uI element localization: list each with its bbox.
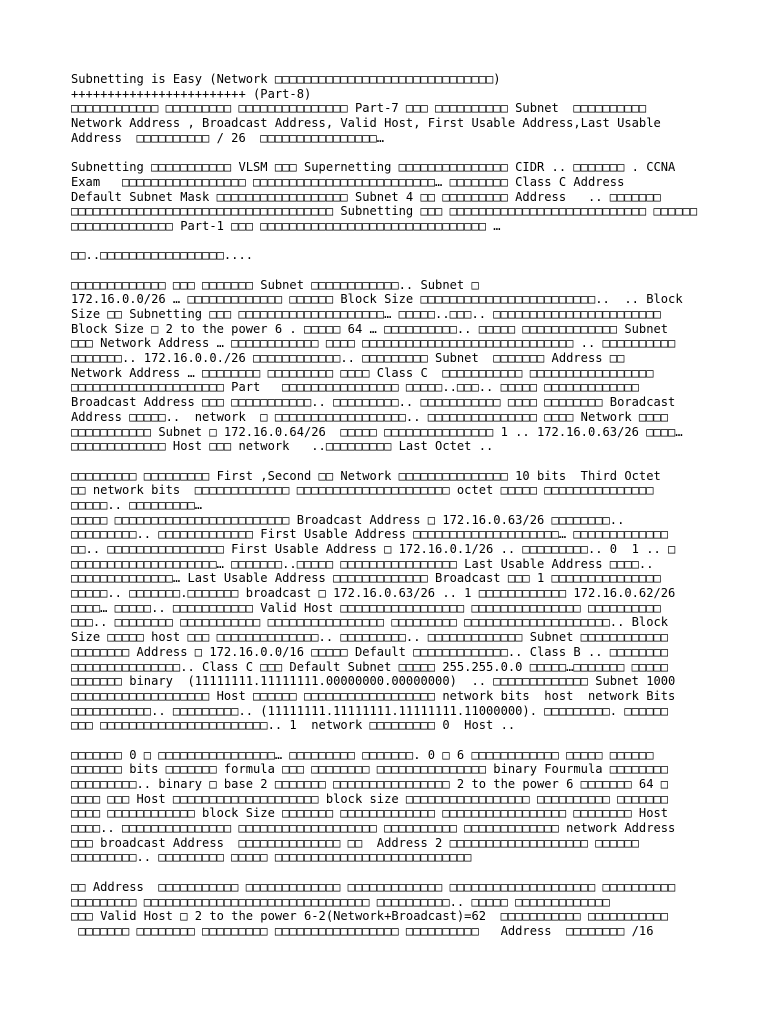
text-line: □□□□□□□ binary (11111111.11111111.00000000.00000000) .. □□□□□□□□□□□□□ Subnet 1000 bbox=[71, 674, 676, 689]
text-line: □□□□□□□□□□□.. □□□□□□□□□.. (11111111.11111111.11111111.11000000). □□□□□□□□□. □□□□□□ bbox=[71, 703, 669, 718]
text-line: Broadcast Address □□□ □□□□□□□□□□□.. □□□□□□□□□.. □□□□□□□□□□□ □□□□ □□□□□□□□ Boradcast bbox=[71, 395, 676, 410]
text-line: Exam □□□□□□□□□□□□□□□□□ □□□□□□□□□□□□□□□□□□□□□□□□□… □□□□□□□□ Class C Address bbox=[71, 174, 625, 189]
text-line: □□□□□.. □□□□□□□□□… bbox=[71, 497, 203, 512]
paragraph bbox=[71, 248, 711, 263]
text-line: Address □□□□□□□□□□ / 26 □□□□□□□□□□□□□□□□… bbox=[71, 130, 385, 145]
text-line: Network Address … □□□□□□□□ □□□□□□□□□ □□□□ Class C □□□□□□□□□□□ □□□□□□□□□□□□□□□□□ bbox=[71, 365, 654, 380]
text-line: □□□ broadcast Address □□□□□□□□□□□□□□ □□ Address 2 □□□□□□□□□□□□□□□□□□□ □□□□□□ bbox=[71, 835, 639, 850]
text-line: □□□□ □□□□□□□□□□□□ block Size □□□□□□□ □□□□□□□□□□□□□ □□□□□□□□□□□□□□□□□ □□□□□□□□ Host bbox=[71, 806, 669, 821]
text-line: Block Size □ 2 to the power 6 . □□□□□ 64 … □□□□□□□□□□.. □□□□□ □□□□□□□□□□□□□ Subnet bbox=[71, 321, 669, 336]
text-line: □□□□□□□□□□□□□□□□□□□□□□□□□□□□□□□□□□□□ Subnetting □□□ □□□□□□□□□□□□□□□□□□□□□□□□□□□ □□□□□□ bbox=[71, 204, 698, 219]
text-line: □□□□□ □□□□□□□□□□□□□□□□□□□□□□□□ Broadcast Address □ 172.16.0.63/26 □□□□□□□□.. bbox=[71, 512, 625, 527]
text-line: □□□□□□□□ Address □ 172.16.0.0/16 □□□□□ Default □□□□□□□□□□□□□.. Class B .. □□□□□□□□ bbox=[71, 644, 669, 659]
text-line: □□□□□□□□□ □□□□□□□□□ First ,Second □□ Network □□□□□□□□□□□□□□□ 10 bits Third Octet bbox=[71, 468, 661, 483]
text-line: □□□□□□□□□.. □□□□□□□□□ □□□□□ □□□□□□□□□□□□□□□□□□□□□□□□□□□ bbox=[71, 850, 472, 865]
text-line: □□□□□□□ □□□□□□□□ □□□□□□□□□ □□□□□□□□□□□□□□□□□ □□□□□□□□□□ Address □□□□□□□□ /16 bbox=[71, 923, 654, 938]
text-line: Address □□□□□.. network □ □□□□□□□□□□□□□□□□□□.. □□□□□□□□□□□□□□□ □□□□ Network □□□□ bbox=[71, 409, 669, 424]
text-line: Size □□ Subnetting □□□ □□□□□□□□□□□□□□□□□□□□… □□□□□..□□□.. □□□□□□□□□□□□□□□□□□□□□□□ bbox=[71, 307, 661, 321]
text-line: □□□□□□□□□□□□□□□□□□□□□ Part □□□□□□□□□□□□□□□□ □□□□□..□□□.. □□□□□ □□□□□□□□□□□□□ bbox=[71, 380, 639, 395]
text-line: Size □□□□□ host □□□ □□□□□□□□□□□□□□.. □□□□□□□□□.. □□□□□□□□□□□□□ Subnet □□□□□□□□□□□□ bbox=[71, 630, 669, 645]
document-page bbox=[71, 72, 711, 953]
text-line: □□□□□□□□□□□□□□ Part-1 □□□ □□□□□□□□□□□□□□□□□□□□□□□□□□□□□□□ … bbox=[71, 218, 501, 233]
text-line: □□□ Valid Host □ 2 to the power 6-2(Network+Broadcast)=62 □□□□□□□□□□□ □□□□□□□□□□□ bbox=[71, 909, 669, 924]
text-line: □□..□□□□□□□□□□□□□□□□□.... bbox=[71, 248, 254, 263]
text-line: □□□□□□□ bits □□□□□□□ formula □□□ □□□□□□□□ □□□□□□□□□□□□□□□ binary Fourmula □□□□□□□□ bbox=[71, 762, 669, 777]
text-line: □□□□□□□□□ □□□□□□□□□□□□□□□□□□□□□□□□□□□□□□□ □□□□□□□□□□.. □□□□□ □□□□□□□□□□□□□ bbox=[71, 894, 610, 909]
text-line: □□□□□□□ 0 □ □□□□□□□□□□□□□□□□… □□□□□□□□□ □□□□□□□. 0 □ 6 □□□□□□□□□□□□ □□□□□ □□□□□□ bbox=[71, 747, 654, 762]
text-line: □□□□□□□□□□□□□ Host □□□ network ..□□□□□□□□□ Last Octet .. bbox=[71, 439, 494, 454]
text-line: □□□□□.. □□□□□□□.□□□□□□□ broadcast □ 172.16.0.63/26 .. 1 □□□□□□□□□□□□ 172.16.0.62/26 bbox=[71, 586, 676, 601]
text-line: □□□ Network Address … □□□□□□□□□□□□ □□□□ □□□□□□□□□□□□□□□□□□□□□□□□□□□□□ .. □□□□□□□□□□ bbox=[71, 336, 676, 351]
text-line: 172.16.0.0/26 … □□□□□□□□□□□□□ □□□□□□ Block Size □□□□□□□□□□□□□□□□□□□□□□□□.. .. Block bbox=[71, 292, 683, 307]
text-line: □□□□ □□□ Host □□□□□□□□□□□□□□□□□□□□ block size □□□□□□□□□□□□□□□□□ □□□□□□□□□□ □□□□□□□ bbox=[71, 791, 669, 806]
text-line: □□□□… □□□□□.. □□□□□□□□□□□ Valid Host □□□□□□□□□□□□□□□□□ □□□□□□□□□□□□□□□ □□□□□□□□□□ bbox=[71, 600, 661, 615]
text-line: □□.. □□□□□□□□□□□□□□□□ First Usable Address □ 172.16.0.1/26 .. □□□□□□□□□.. 0 1 .. □ bbox=[71, 542, 676, 556]
text-line: □□□□□□□□□□□□□□□□□□□□… □□□□□□□..□□□□□ □□□□□□□□□□□□□□□□ Last Usable Address □□□□.. bbox=[71, 556, 654, 571]
paragraph bbox=[71, 748, 711, 866]
text-line: □□□□□□□□□□□□ □□□□□□□□□ □□□□□□□□□□□□□□□ Part-7 □□□ □□□□□□□□□□ Subnet □□□□□□□□□□ bbox=[71, 101, 647, 116]
text-line: □□□□□□□□□.. binary □ base 2 □□□□□□□ □□□□□□□□□□□□□□□□ 2 to the power 6 □□□□□□□ 64 □ bbox=[71, 777, 669, 791]
text-line: □□□□.. □□□□□□□□□□□□□□□ □□□□□□□□□□□□□□□□□□□ □□□□□□□□□□ □□□□□□□□□□□□□ network Address bbox=[71, 821, 676, 836]
text-line: □□□□□□□□□.. □□□□□□□□□□□□□ First Usable Address □□□□□□□□□□□□□□□□□□□□… □□□□□□□□□□□□□ bbox=[71, 527, 669, 542]
paragraph bbox=[71, 160, 711, 233]
paragraph bbox=[71, 469, 711, 733]
text-line: □□□□□□□□□□□ Subnet □ 172.16.0.64/26 □□□□□ □□□□□□□□□□□□□□□ 1 .. 172.16.0.63/26 □□□□… bbox=[71, 424, 683, 439]
text-line: ++++++++++++++++++++++++ (Part-8) bbox=[71, 86, 312, 101]
text-line: □□□□□□□□□□□□□ □□□ □□□□□□□ Subnet □□□□□□□□□□□□.. Subnet □ bbox=[71, 277, 479, 292]
text-line: □□□□□□□.. 172.16.0.0./26 □□□□□□□□□□□□.. □□□□□□□□□ Subnet □□□□□□□ Address □□ bbox=[71, 351, 625, 366]
text-line: □□ network bits □□□□□□□□□□□□□ □□□□□□□□□□□□□□□□□□□□□ octet □□□□□ □□□□□□□□□□□□□□□ bbox=[71, 483, 654, 498]
text-line: □□□□□□□□□□□□□□□.. Class C □□□ Default Subnet □□□□□ 255.255.0.0 □□□□□…□□□□□□□ □□□□□ bbox=[71, 659, 669, 674]
text-line: Network Address , Broadcast Address, Valid Host, First Usable Address,Last Usable bbox=[71, 116, 661, 131]
text-line: □□ Address □□□□□□□□□□□ □□□□□□□□□□□□□ □□□□□□□□□□□□□ □□□□□□□□□□□□□□□□□□□□ □□□□□□□□□□ bbox=[71, 879, 676, 894]
paragraph bbox=[71, 278, 711, 454]
text-line: Default Subnet Mask □□□□□□□□□□□□□□□□□□ Subnet 4 □□ □□□□□□□□□ Address .. □□□□□□□ bbox=[71, 189, 661, 204]
paragraph bbox=[71, 880, 711, 939]
text-line: □□□.. □□□□□□□□ □□□□□□□□□□□ □□□□□□□□□□□□□□□□ □□□□□□□□□ □□□□□□□□□□□□□□□□□□□□.. Block bbox=[71, 615, 669, 630]
paragraph bbox=[71, 72, 711, 145]
text-line: Subnetting □□□□□□□□□□□ VLSM □□□ Supernetting □□□□□□□□□□□□□□□ CIDR .. □□□□□□□ . CCNA bbox=[71, 160, 676, 175]
text-line: □□□ □□□□□□□□□□□□□□□□□□□□□□□.. 1 network □□□□□□□□□ 0 Host .. bbox=[71, 718, 516, 733]
text-line: Subnetting is Easy (Network □□□□□□□□□□□□□□□□□□□□□□□□□□□□□□) bbox=[71, 72, 501, 86]
text-line: □□□□□□□□□□□□□□□□□□□ Host □□□□□□ □□□□□□□□□□□□□□□□□□ network bits host network Bits bbox=[71, 688, 676, 703]
text-line: □□□□□□□□□□□□□□… Last Usable Address □□□□□□□□□□□□□ Broadcast □□□ 1 □□□□□□□□□□□□□□□ bbox=[71, 571, 661, 586]
